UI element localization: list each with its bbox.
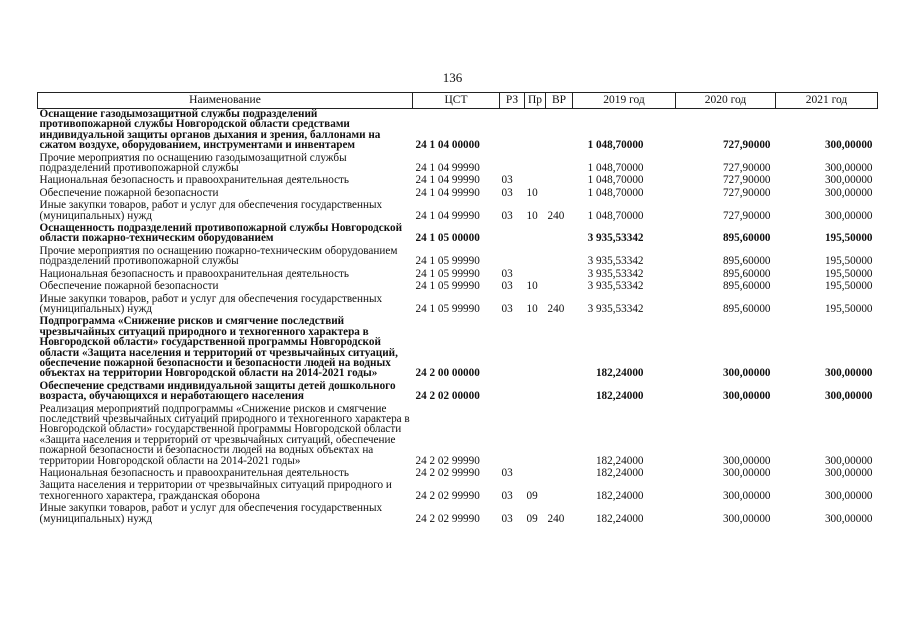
row-value-2021: 300,00000 [824,467,873,479]
row-cst: 24 1 05 99990 [415,255,480,268]
row-name: Оснащение газодымозащитной службы подразделений противопожарной службы Новгородской области средствами индивидуальной защиты органов дыхания и зрения, баллонами на сжатом воздухе, оборудованием, инструментами и инвентарем [39,108,381,152]
row-pr [525,109,546,151]
table-row [38,379,878,402]
row-name: Обеспечение пожарной безопасности [39,280,219,293]
row-value-2021: 195,50000 [824,255,873,268]
row-name: Национальная безопасность и правоохранительная деятельность [39,174,350,187]
row-vr [546,314,573,378]
row-vr [546,151,573,174]
table-row [38,151,878,174]
row-name: Иные закупки товаров, работ и услуг для обеспечения государственных (муниципальных) нужд [39,502,383,525]
row-vr [546,478,573,501]
row-name: Национальная безопасность и правоохранительная деятельность [39,267,350,280]
row-cst: 24 1 05 00000 [415,232,480,245]
row-value-2020: 300,00000 [722,512,771,525]
row-name: Обеспечение пожарной безопасности [39,186,219,199]
row-value-2020: 895,60000 [722,302,771,315]
table-row [38,314,878,378]
row-value-2019: 1 048,70000 [587,186,644,199]
row-value-2021: 300,00000 [824,367,873,380]
row-value-2021: 300,00000 [824,512,873,525]
row-vr [546,221,573,244]
row-value-2020: 895,60000 [722,255,771,268]
table-row [38,198,878,221]
row-rz: 03 [501,209,513,222]
row-cst: 24 1 05 99990 [415,280,480,293]
row-pr [525,221,546,244]
budget-table [37,92,878,524]
row-pr [525,379,546,402]
table-row [38,466,878,478]
row-rz [500,151,525,174]
row-name: Национальная безопасность и правоохранительная деятельность [39,467,350,479]
row-value-2019: 3 935,53342 [587,302,644,315]
row-value-2019: 182,24000 [595,489,644,502]
row-rz [500,402,525,466]
row-value-2019: 3 935,53342 [587,255,644,268]
row-cst: 24 1 04 99990 [415,186,480,199]
table-row [38,501,878,524]
table-row [38,173,878,185]
row-name: Прочие мероприятия по оснащению газодымозащитной службы подразделений противопожарной службы [39,151,347,175]
row-pr: 09 [526,512,538,525]
row-rz [500,314,525,378]
header-name: Наименование [38,93,413,109]
row-value-2021: 195,50000 [824,302,873,315]
row-value-2021: 195,50000 [824,267,873,280]
row-pr [525,267,546,279]
table-row [38,267,878,279]
row-value-2020: 727,90000 [722,174,771,187]
row-cst: 24 1 05 99990 [415,302,480,315]
row-pr [525,314,546,378]
row-name: Иные закупки товаров, работ и услуг для обеспечения государственных (муниципальных) нужд [39,199,383,222]
row-vr: 240 [547,302,565,315]
row-rz: 03 [501,512,513,525]
row-value-2021: 300,00000 [824,489,873,502]
row-cst: 24 2 00 00000 [415,367,480,380]
row-value-2020: 895,60000 [722,267,771,280]
header-2021: 2021 год [776,93,878,109]
row-rz: 03 [501,467,513,479]
row-value-2019: 182,24000 [595,367,644,380]
page-number: 136 [442,70,463,85]
row-value-2021: 195,50000 [824,232,873,245]
header-rz: РЗ [500,93,525,109]
row-name: Обеспечение средствами индивидуальной защиты детей дошкольного возраста, обучающихся и неработающего населения [39,379,396,403]
row-value-2019: 182,24000 [595,454,644,467]
row-cst: 24 1 05 99990 [415,267,480,280]
row-pr [525,466,546,478]
row-cst: 24 2 02 00000 [415,390,480,403]
row-cst: 24 2 02 99990 [415,512,480,525]
row-value-2021: 300,00000 [824,139,873,152]
table-row [38,292,878,315]
row-vr [546,279,573,291]
table-row [38,221,878,244]
row-rz [500,221,525,244]
row-cst: 24 2 02 99990 [415,467,480,479]
row-cst: 24 1 04 99990 [415,174,480,187]
row-value-2021: 300,00000 [824,174,873,187]
table-row [38,402,878,466]
header-vr: ВР [546,93,573,109]
row-value-2019: 1 048,70000 [587,174,644,187]
row-rz [500,244,525,267]
row-vr [546,186,573,198]
row-value-2021: 300,00000 [824,186,873,199]
row-pr: 10 [526,186,538,199]
table-row [38,279,878,291]
row-value-2020: 895,60000 [722,280,771,293]
row-cst: 24 1 04 99990 [415,162,480,175]
header-pr: Пр [525,93,546,109]
row-rz: 03 [501,280,513,293]
row-name: Иные закупки товаров, работ и услуг для обеспечения государственных (муниципальных) нужд [39,292,383,315]
row-rz: 03 [501,302,513,315]
header-cst: ЦСТ [413,93,500,109]
row-name: Прочие мероприятия по оснащению пожарно-техническим оборудованием подразделений противопожарной службы [39,244,398,268]
row-value-2020: 895,60000 [722,232,771,245]
row-pr [525,244,546,267]
row-cst: 24 2 02 99990 [415,489,480,502]
row-pr: 10 [526,209,538,222]
row-cst: 24 1 04 00000 [415,139,480,152]
table-row [38,186,878,198]
table-header [38,93,878,109]
row-rz: 03 [501,186,513,199]
row-pr: 10 [526,302,538,315]
row-rz: 03 [501,489,513,502]
row-value-2019: 3 935,53342 [587,267,644,280]
header-2019: 2019 год [573,93,676,109]
row-value-2019: 1 048,70000 [587,162,644,175]
row-vr [546,173,573,185]
row-value-2019: 182,24000 [595,512,644,525]
header-2020: 2020 год [676,93,776,109]
row-vr [546,402,573,466]
row-pr: 10 [526,280,538,293]
row-value-2020: 300,00000 [722,367,771,380]
row-value-2021: 300,00000 [824,390,873,403]
row-vr: 240 [547,209,565,222]
row-value-2019: 182,24000 [595,467,644,479]
row-rz: 03 [501,174,513,187]
table-body [38,109,878,525]
row-vr [546,109,573,151]
row-cst: 24 1 04 99990 [415,209,480,222]
row-rz [500,379,525,402]
row-value-2021: 300,00000 [824,162,873,175]
table-row [38,109,878,151]
row-vr [546,267,573,279]
row-value-2019: 1 048,70000 [587,139,644,152]
row-value-2020: 300,00000 [722,390,771,403]
row-value-2019: 1 048,70000 [587,209,644,222]
row-value-2020: 300,00000 [722,454,771,467]
row-vr: 240 [547,512,565,525]
row-value-2019: 3 935,53342 [587,232,644,245]
row-value-2021: 300,00000 [824,209,873,222]
row-name: Оснащенность подразделений противопожарной службы Новгородской области пожарно-техническим оборудованием [39,222,403,245]
row-pr [525,151,546,174]
row-value-2020: 727,90000 [722,186,771,199]
row-pr: 09 [526,489,538,502]
row-name: Защита населения и территории от чрезвычайных ситуаций природного и техногенного характера, гражданская оборона [39,479,392,502]
table-row [38,244,878,267]
row-value-2019: 182,24000 [595,390,644,403]
row-value-2020: 300,00000 [722,489,771,502]
row-value-2021: 195,50000 [824,280,873,293]
row-value-2020: 727,90000 [722,209,771,222]
row-cst: 24 2 02 99990 [415,454,480,467]
row-value-2021: 300,00000 [824,454,873,467]
row-rz: 03 [501,267,513,280]
row-rz [500,109,525,151]
row-vr [546,379,573,402]
row-vr [546,466,573,478]
row-value-2020: 727,90000 [722,139,771,152]
row-pr [525,402,546,466]
row-pr [525,173,546,185]
row-value-2020: 727,90000 [722,162,771,175]
row-value-2019: 3 935,53342 [587,280,644,293]
table-row [38,478,878,501]
row-value-2020: 300,00000 [722,467,771,479]
row-vr [546,244,573,267]
row-name: Подпрограмма «Снижение рисков и смягчение последствий чрезвычайных ситуаций природного и техногенного характера в Новгородской области» государственной программы Новгородской области «Защита населения и территорий от чрезвычайных ситуаций, обеспечение пожарной безопасности и безопасности людей на водных объектах на территории Новгородской области на 2014-2021 годы» [39,315,398,380]
row-name: Реализация мероприятий подпрограммы «Снижение рисков и смягчение последствий чрезвычайных ситуаций природного и техногенного характера в Новгородской области» государственной программы Новгородской области «Защита населения и территорий от чрезвычайных ситуаций, обеспечение пожарной безопасности и безопасности людей на водных объектах на территории Новгородской области на 2014-2021 годы» [39,402,410,467]
